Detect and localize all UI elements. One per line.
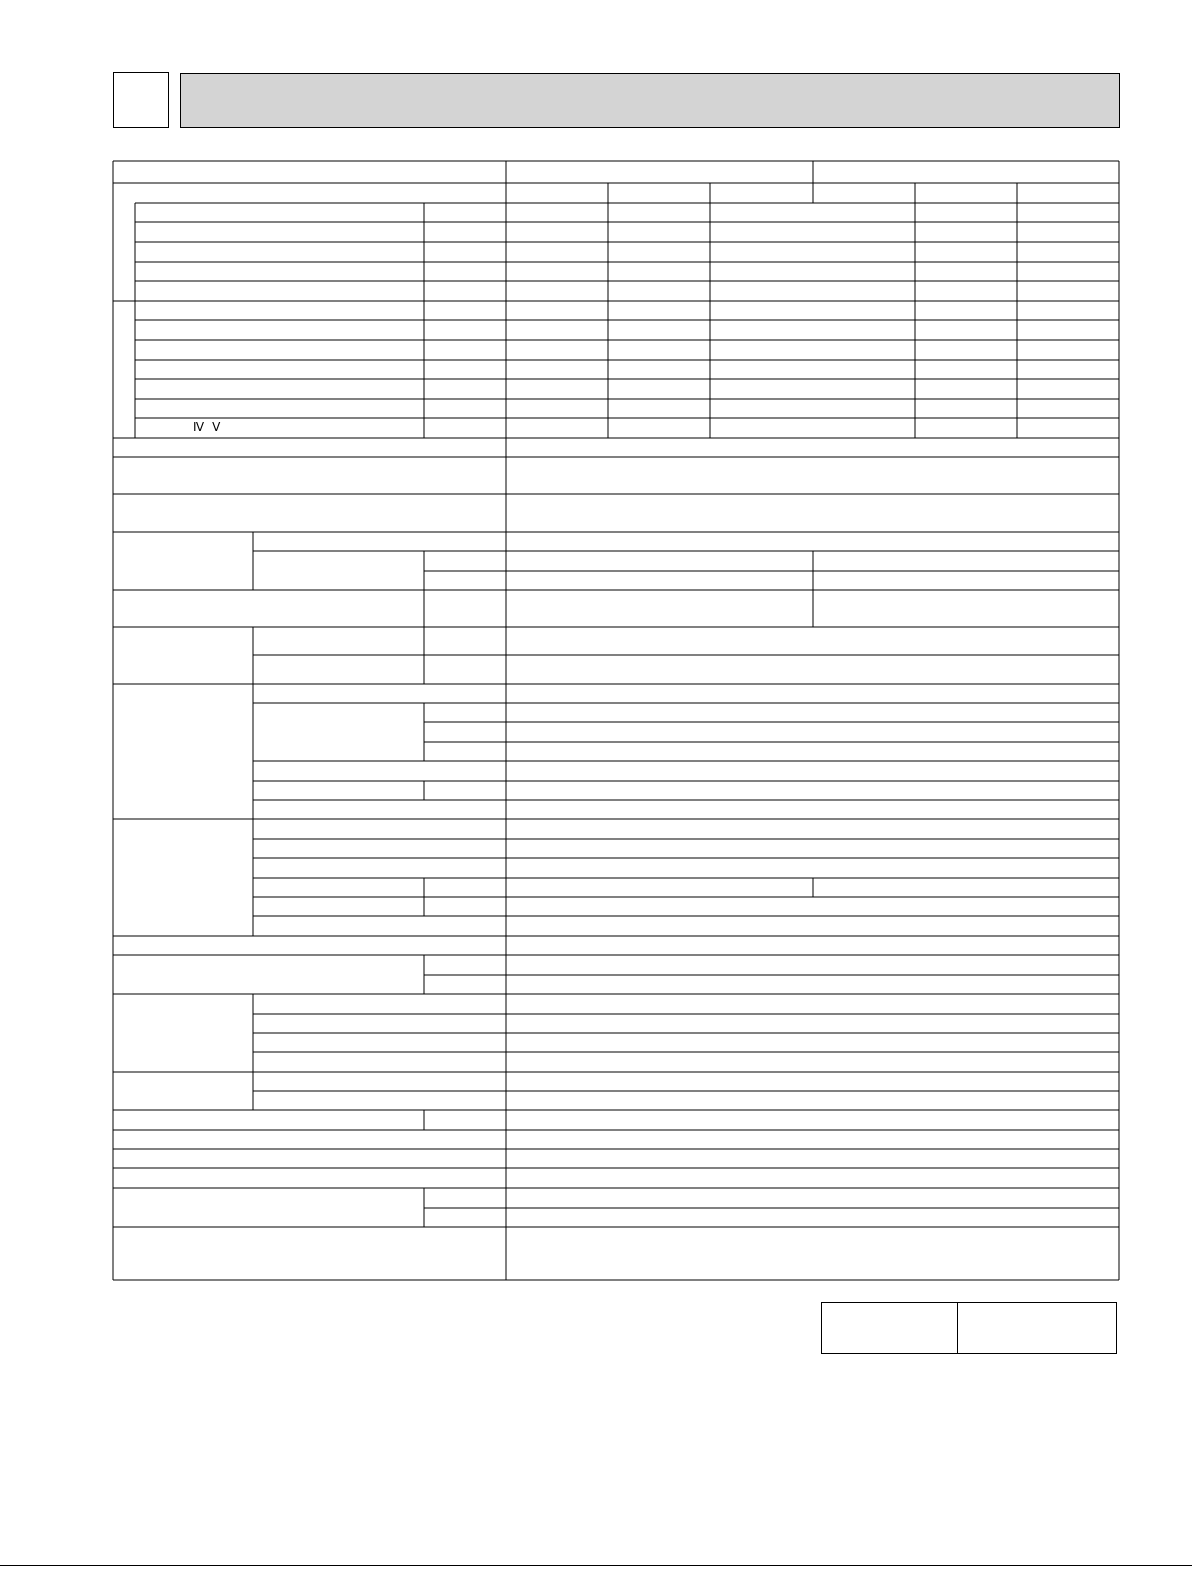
mark-label-iv: Ⅳ — [193, 420, 205, 434]
footer-cell-left — [822, 1303, 958, 1354]
footer-cell-right — [958, 1303, 1117, 1354]
row-mark-label — [193, 421, 228, 433]
page-bottom-rule — [0, 1565, 1192, 1566]
footer-info-box — [821, 1302, 1117, 1354]
mark-label-v: Ⅴ — [212, 420, 221, 434]
